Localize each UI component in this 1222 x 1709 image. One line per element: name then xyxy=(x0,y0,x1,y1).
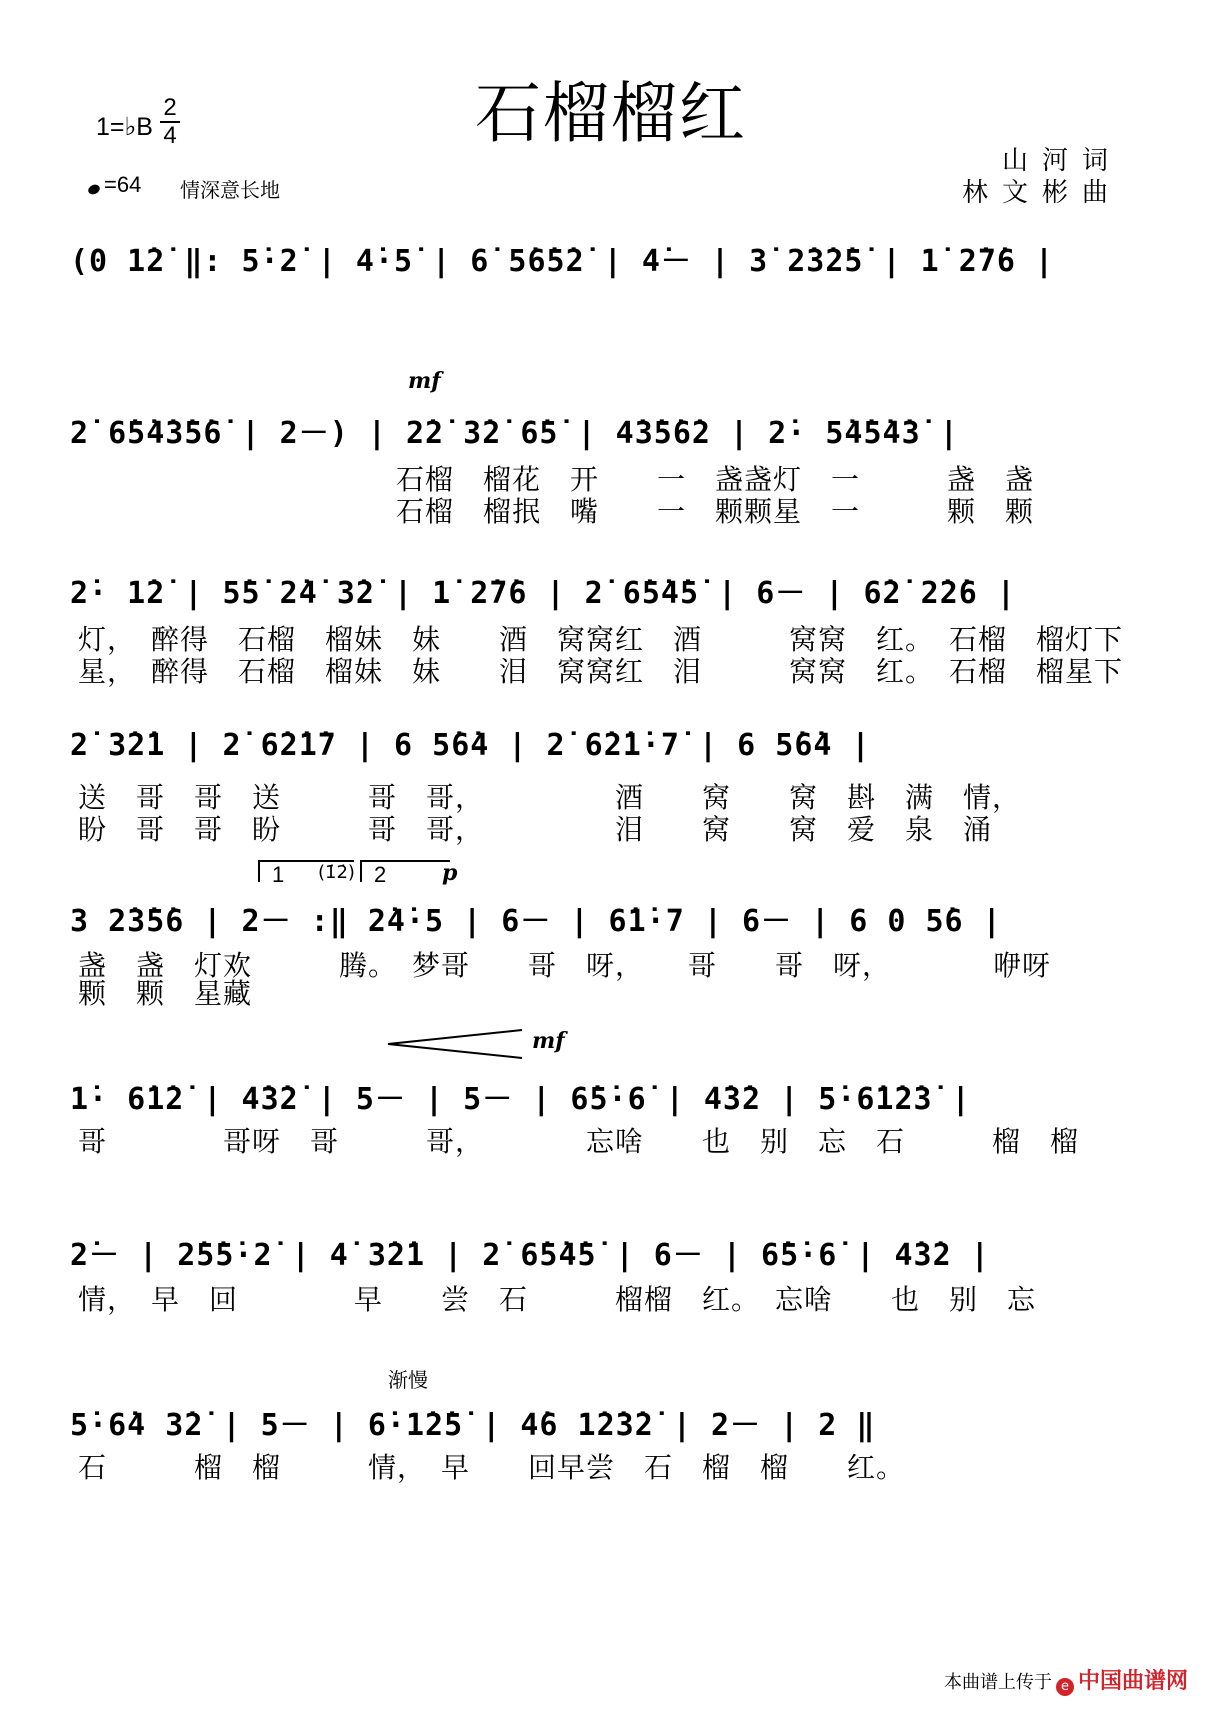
volta-2-label: 2 xyxy=(374,862,387,887)
volta-1-label: 1 xyxy=(272,862,285,887)
lyric-line-verse-1: 盏 盏 灯欢 腾。 梦哥 哥 呀， 哥 哥 呀， 咿呀 xyxy=(78,949,1052,982)
lyricist-credit: 山河词 xyxy=(1001,146,1122,176)
notation-line: 1̇· 6̇1̇2̇ | 4̇3̇2̇ | 5－ | 5－ | 6̇5̇·6̇ | 4̇3̇2 | 5̇·6̇1̇2̇3̇ | xyxy=(70,1082,971,1117)
notation-line: 5̇·6̇4 3̇2̇ | 5－ | 6̇·1̇2̇5̇ | 4̇6 1̇2̇3̇2̇ | 2－ | 2 ‖ xyxy=(70,1408,876,1443)
notation-line: 3 2̇3̇5̇6 | 2－ :‖ 2̇4̇·5 | 6－ | 6̇1̇·7 | 6－ | 6 0 5̇6 | xyxy=(70,904,1002,939)
notation-line: 2̇－ | 2̇5̇5̇·2̇ | 4̇ 3̇2̇1 | 2̇ 6̇5̇4̇5̇ | 6－ | 6̇5̇·6̇ | 4̇3̇2 | xyxy=(70,1238,990,1273)
volta-1-extra: (1̇2̇) xyxy=(318,862,355,883)
crescendo-hairpin-icon xyxy=(386,1028,526,1060)
notation-line: 2̇· 1̇2̇ | 5̇5̇ 2̇4̇ 3̇2̇ | 1̇ 2̇7̇6 | 2̇ 6̇5̇4̇5̇ | 6－ | 6̇2̇ 2̇2̇6 | xyxy=(70,576,1016,611)
notation-line: (0 1̇2̇ ‖: 5̇·2̇ | 4̇·5̇ | 6̇ 5̇6̇5̇2̇ | 4̇－ | 3̇ 2̇3̇2̇5̇ | 1̇ 2̇7̇6 | xyxy=(70,244,1055,279)
time-signature-top: 2 xyxy=(163,94,177,121)
lyric-line-verse-2: 星， 醉得 石榴 榴妹 妹 泪 窝窝红 泪 窝窝 红。 石榴 榴星下 xyxy=(78,655,1124,688)
tempo-value: =64 xyxy=(104,172,142,197)
key-signature: 1=♭B xyxy=(96,113,153,141)
notation-line: 2̇ 6̇5̇4̇3̇5̇6̇ | 2－) | 2̇2̇ 3̇2̇ 6̇5̇ | 4̇3̇5̇6̇2 | 2̇· 5̇4̇5̇4̇3̇ | xyxy=(70,416,959,451)
volta-1-bracket-edge xyxy=(258,860,260,882)
time-signature-bottom: 4 xyxy=(163,122,177,149)
tempo-change-marking: 渐慢 xyxy=(388,1368,428,1392)
dynamic-marking: p xyxy=(442,860,458,886)
composer-credit: 林文彬曲 xyxy=(961,178,1122,208)
lyric-line-verse-2: 颗 颗 星藏 xyxy=(78,977,253,1010)
lyric-line-verse-1: 石榴 榴花 开 一 盏盏灯 一 盏 盏 xyxy=(396,463,1035,496)
notation-line: 2̇ 3̇2̇1 | 2̇ 6̇2̇1̇7 | 6 5̇6̇4 | 2̇ 6̇2̇1̇·7̇ | 6 5̇6̇4 | xyxy=(70,728,871,763)
lyric-line-verse-1: 送 哥 哥 送 哥 哥， 酒 窝 窝 斟 满 情， xyxy=(78,781,1022,814)
lyric-line-verse-1: 灯， 醉得 石榴 榴妹 妹 酒 窝窝红 酒 窝窝 红。 石榴 榴灯下 xyxy=(78,623,1124,656)
expression-marking: 情深意长地 xyxy=(180,178,280,202)
site-logo-icon: e xyxy=(1056,1678,1074,1696)
footer-attribution xyxy=(944,1664,1188,1695)
lyric-line: 情， 早 回 早 尝 石 榴榴 红。 忘啥 也 别 忘 xyxy=(78,1283,1037,1316)
lyric-line: 哥 哥呀 哥 哥， 忘啥 也 别 忘 石 榴 榴 xyxy=(78,1125,1080,1158)
volta-2-bracket-edge xyxy=(360,860,362,882)
song-title: 石榴榴红 xyxy=(475,75,747,152)
dynamic-marking: mf xyxy=(408,368,441,394)
time-signature xyxy=(160,96,180,148)
footer-label: 本曲谱上传于 xyxy=(943,1672,1052,1693)
lyric-line-verse-2: 石榴 榴抿 嘴 一 颗颗星 一 颗 颗 xyxy=(396,495,1035,528)
lyric-line-verse-2: 盼 哥 哥 盼 哥 哥， 泪 窝 窝 爱 泉 涌 xyxy=(78,813,993,846)
quarter-note-icon xyxy=(87,183,102,196)
tempo-marking xyxy=(88,172,141,198)
footer-site-link[interactable]: 中国曲谱网 xyxy=(1077,1669,1188,1694)
dynamic-marking: mf xyxy=(532,1028,565,1054)
lyric-line: 石 榴 榴 情， 早 回早尝 石 榴 榴 红。 xyxy=(78,1451,906,1484)
